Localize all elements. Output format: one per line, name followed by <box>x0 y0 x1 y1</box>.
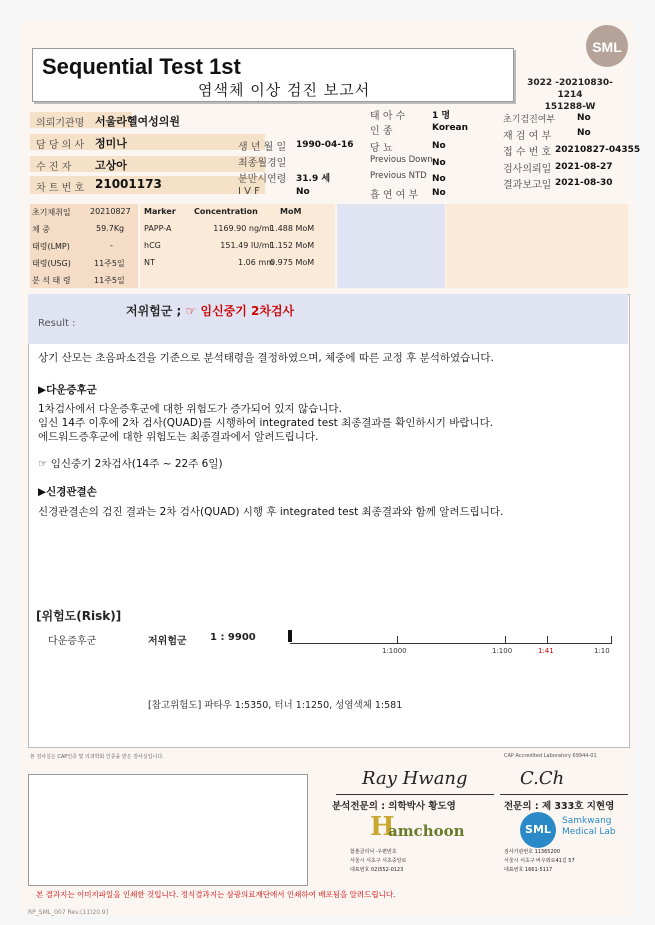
hamchoon-logo-h: H <box>370 812 395 842</box>
fetus-label: 태 아 수 <box>370 111 406 122</box>
ivf-label: I V F <box>238 186 260 197</box>
risk-tick <box>611 636 612 644</box>
fetus-value: 1 명 <box>432 111 451 121</box>
comment-box <box>28 774 308 886</box>
retest-value: No <box>577 128 591 138</box>
report-label: 결과보고일 <box>503 180 552 191</box>
sml-name-line: Medical Lab <box>562 827 616 837</box>
concentration-header: Concentration <box>194 207 258 216</box>
age-label: 분만시연령 <box>238 174 287 185</box>
early-value: No <box>577 113 591 123</box>
form-revision: RP_SML_007 Rev.(11)20.9] <box>28 909 109 916</box>
race-label: 인 종 <box>370 126 393 137</box>
ntd-heading: ▶신경관결손 <box>38 486 97 498</box>
risk-tick-label: 1:1000 <box>382 647 407 655</box>
marker-concentration: 1.06 mm <box>238 258 274 267</box>
risk-tick-label: 1:100 <box>492 647 513 655</box>
marker-name: PAPP-A <box>144 224 172 233</box>
mom-header: MoM <box>280 207 302 216</box>
marker-header: Marker <box>144 207 176 216</box>
risk-tick-label-cutoff: 1:41 <box>538 647 554 655</box>
age-value: 31.9 세 <box>296 174 331 184</box>
prev-ntd-label: Previous NTD <box>370 171 427 181</box>
signature-line <box>336 794 494 795</box>
result-risk-level: 저위험군 ; <box>126 304 182 318</box>
report-subtitle: 염색체 이상 검진 보고서 <box>198 81 371 99</box>
reference-risk: [참고위험도] 파타우 1:5350, 터너 1:1250, 성염색체 1:581 <box>148 700 403 711</box>
chart-label: 차 트 번 호 <box>36 183 85 194</box>
specialist-signature: C.Ch <box>520 768 565 789</box>
hamchoon-line: 함춘클리닉 ·우편번호 <box>350 849 397 855</box>
down-line-4: ☞ 임신중기 2차검사(14주 ~ 22주 6일) <box>38 458 223 470</box>
risk-marker <box>288 630 292 642</box>
prev-ntd-value: No <box>432 174 446 184</box>
result-summary: 상기 산모는 초음파소견을 기준으로 분석태령을 결정하였으며, 체중에 따른 교정 후 분석하였습니다. <box>38 352 494 364</box>
result-value <box>126 302 294 319</box>
result-recommendation: ☞ 임신중기 2차검사 <box>185 304 295 318</box>
marker-mom: 1.488 MoM <box>270 224 315 233</box>
down-syndrome-heading: ▶다운증후군 <box>38 384 97 396</box>
hamchoon-line: 대표번호 02)552-0123 <box>350 867 404 873</box>
analysis-ga-label: 분 석 태 령 <box>32 276 71 285</box>
marker-name: NT <box>144 258 155 267</box>
analyst-name: 분석전문의 : 의학박사 황도영 <box>332 801 456 812</box>
sample-date-label: 초기채취일 <box>32 208 71 217</box>
marker-mom: 1.152 MoM <box>270 241 315 250</box>
risk-level: 저위험군 <box>148 636 187 647</box>
specialist-name: 전문의 : 제 333호 지현영 <box>504 801 615 812</box>
patient-value: 고상아 <box>95 159 127 172</box>
prev-down-value: No <box>432 158 446 168</box>
marker-name: hCG <box>144 241 161 250</box>
ga-usg-label: 태령(USG) <box>32 259 71 268</box>
marker-concentration: 151.49 IU/mL <box>220 241 274 250</box>
report-value: 2021-08-30 <box>555 178 613 188</box>
sml-logo: SML <box>586 25 628 67</box>
result-label: Result : <box>38 318 76 329</box>
sml-name-line: Samkwang <box>562 816 612 826</box>
weight-label: 체 중 <box>32 225 50 234</box>
doc-no-line1: 3022 -20210830-1214 <box>527 78 613 100</box>
doc-no-line2: 151288-W <box>544 102 596 112</box>
blank-table-cream <box>446 204 628 288</box>
hamchoon-logo: amchoon <box>388 822 465 840</box>
signature-line <box>500 794 628 795</box>
document-number <box>520 77 620 113</box>
req-label: 검사의뢰일 <box>503 164 552 175</box>
risk-tick <box>547 636 548 644</box>
blank-table-blue <box>337 204 445 288</box>
req-value: 2021-08-27 <box>555 162 613 172</box>
patient-label: 수 진 자 <box>36 162 72 173</box>
chart-value: 21001173 <box>95 177 162 191</box>
result-header <box>28 294 628 344</box>
print-notice: 본 결과지는 이미지파일을 인쇄한 것입니다. 정식결과지는 삼광의료재단에서 인쇄하여 배포됨을 알려드립니다. <box>36 890 396 899</box>
dm-label: 당 뇨 <box>370 143 393 154</box>
doctor-value: 정미나 <box>95 137 127 150</box>
sml-address <box>504 848 575 875</box>
sml-footer-logo: SML <box>520 812 556 848</box>
sml-footer-name <box>562 816 616 838</box>
race-value: Korean <box>432 123 469 133</box>
marker-concentration: 1169.90 ng/mL <box>213 224 274 233</box>
down-line-2: 임신 14주 이후에 2차 검사(QUAD)를 시행하여 integrated test 최종결과를 확인하시기 바랍니다. <box>38 417 494 429</box>
ga-lmp-value: - <box>110 241 113 250</box>
risk-name: 다운증후군 <box>48 636 97 647</box>
hamchoon-address <box>350 848 406 875</box>
risk-scale-axis <box>290 643 612 644</box>
ga-usg-value: 11주5일 <box>94 259 125 268</box>
ntd-line-1: 신경관결손의 검진 결과는 2차 검사(QUAD) 시행 후 integrated test 최종결과와 함께 알려드립니다. <box>38 506 504 518</box>
sml-line: 대표번호 1661-5117 <box>504 867 553 873</box>
sml-line: 서울시 서초구 바우뫼로41길 57 <box>504 858 575 864</box>
lmp-label: 최종월경일 <box>238 158 287 169</box>
dob-value: 1990-04-16 <box>296 140 354 150</box>
analysis-ga-value: 11주5일 <box>94 276 125 285</box>
down-line-3: 에드워드증후군에 대한 위험도는 최종결과에서 알려드립니다. <box>38 431 319 443</box>
analyst-signature: Ray Hwang <box>362 768 468 789</box>
ivf-value: No <box>296 187 310 197</box>
hospital-value: 서울라헬여성의원 <box>95 115 181 128</box>
early-label: 초기검진여부 <box>503 115 556 125</box>
hamchoon-line: 서울시 서초구 서초중앙로 <box>350 858 407 864</box>
down-line-1: 1차검사에서 다운증후군에 대한 위험도가 증가되어 있지 않습니다. <box>38 403 342 415</box>
sample-date-value: 20210827 <box>90 207 131 216</box>
hospital-label: 의뢰기관명 <box>36 118 85 129</box>
cap-note: 본 검사실은 CAP인증 및 의과학회 인증을 받은 검사실입니다. <box>30 754 164 760</box>
smoke-label: 흡 연 여 부 <box>370 190 419 201</box>
sml-line: 검사기관번호 11365200 <box>504 849 561 855</box>
recv-value: 20210827-04355 <box>555 145 641 155</box>
dob-label: 생 년 월 일 <box>238 142 287 153</box>
risk-tick <box>397 636 398 644</box>
ga-lmp-label: 태령(LMP) <box>32 242 70 251</box>
risk-ratio: 1 : 9900 <box>210 632 256 643</box>
weight-value: 59.7Kg <box>96 224 125 233</box>
marker-mom: 0.975 MoM <box>270 258 315 267</box>
dm-value: No <box>432 141 446 151</box>
smoke-value: No <box>432 188 446 198</box>
cap-number: CAP Accredited Laboratory 69944-01 <box>504 753 597 759</box>
prev-down-label: Previous Down <box>370 155 433 165</box>
recv-label: 접 수 번 호 <box>503 147 552 158</box>
report-title: Sequential Test 1st <box>42 54 241 79</box>
risk-tick-label: 1:10 <box>594 647 610 655</box>
risk-title: [위험도(Risk)] <box>36 609 122 623</box>
retest-label: 재 검 여 부 <box>503 131 552 142</box>
doctor-label: 담 당 의 사 <box>36 140 85 151</box>
risk-tick <box>505 636 506 644</box>
